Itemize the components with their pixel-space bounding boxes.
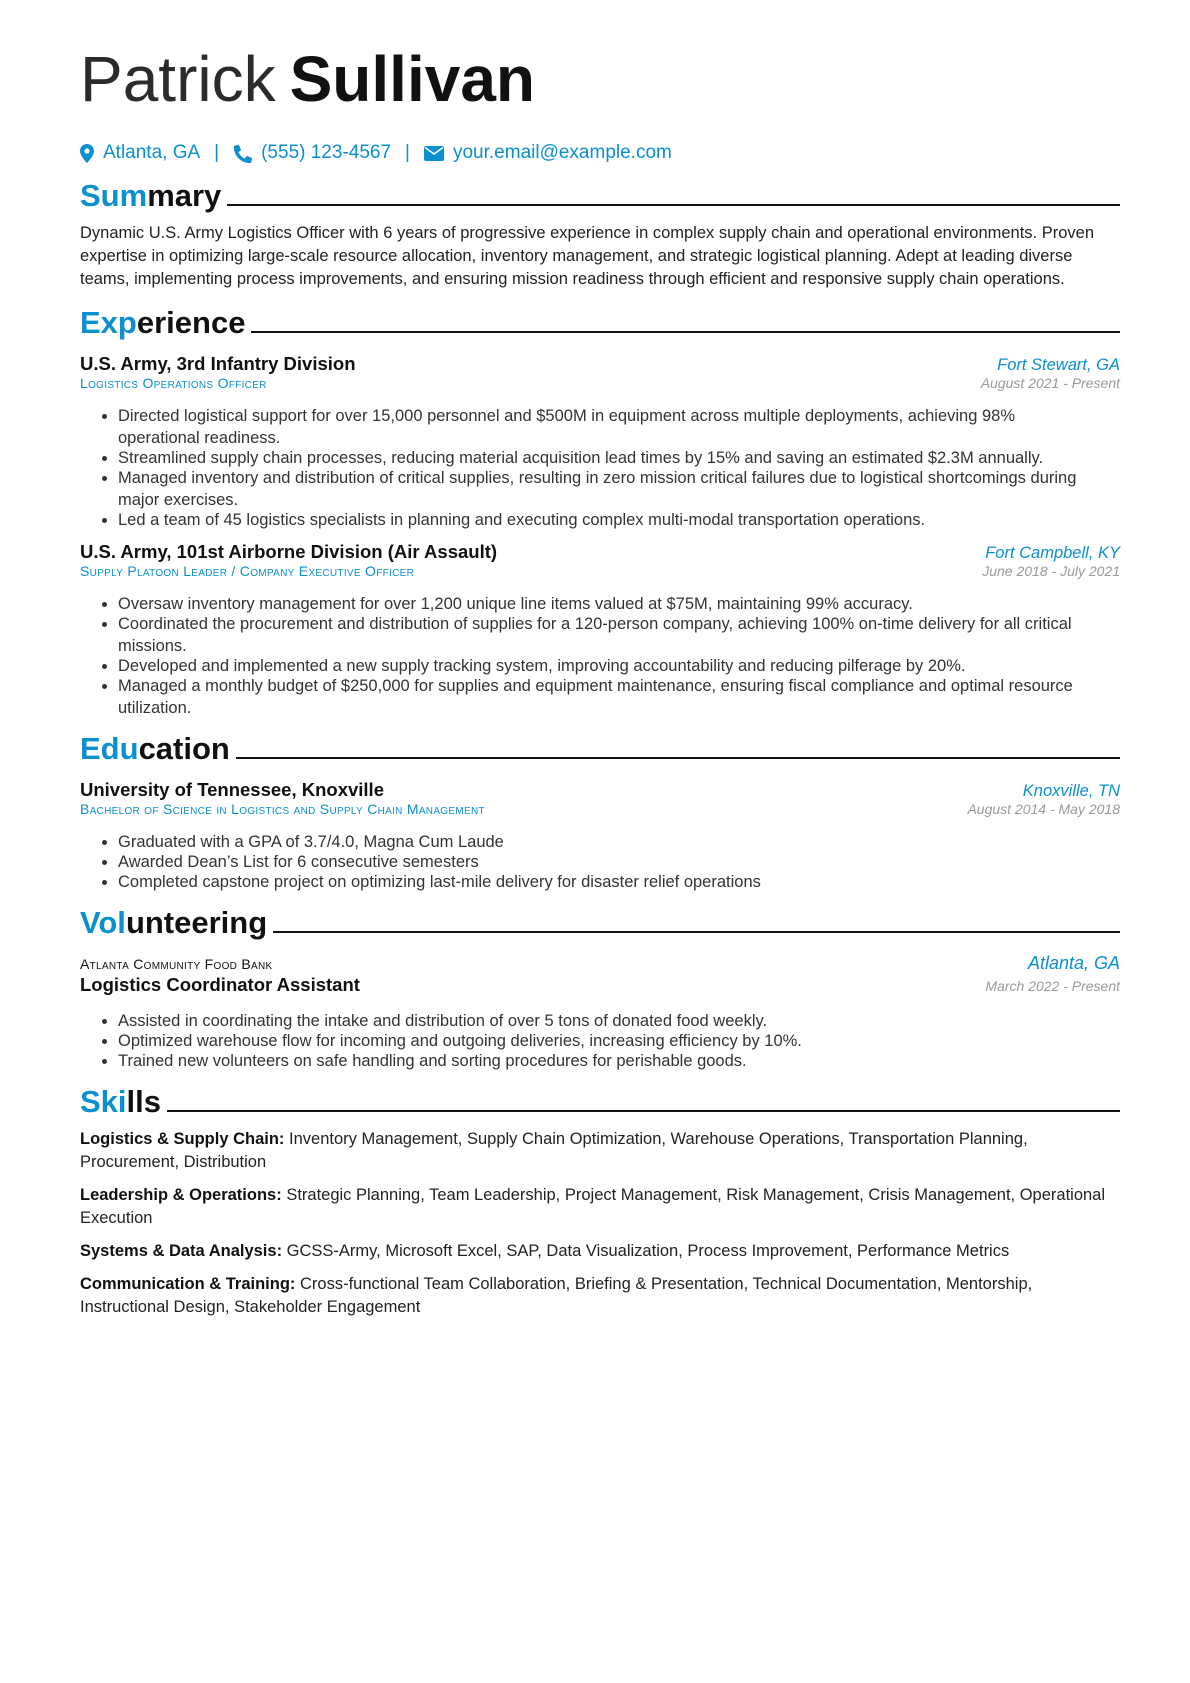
list-item: • Led a team of 45 logistics specialists in planning and executing complex multi-modal transportation operations. [118, 509, 1120, 531]
skill-group [80, 1273, 1120, 1319]
contact-separator: | [405, 142, 410, 163]
skills-list [80, 1128, 1120, 1319]
email-text: your.email@example.com [452, 142, 672, 163]
job-bullets [80, 593, 1120, 719]
job-org: U.S. Army, 101st Airborne Division (Air Assault) [80, 541, 498, 562]
skill-items: Cross-functional Team Collaboration, Briefing & Presentation, Technical Documentation, Mentorship, Instructional Design, Stakeholder Engagement [80, 1275, 1033, 1316]
list-item: • Optimized warehouse flow for incoming and outgoing deliveries, increasing efficiency by 10%. [118, 1030, 1120, 1052]
job-role: Logistics Operations Officer [80, 375, 267, 391]
skill-group [80, 1184, 1120, 1230]
job-location: Fort Stewart, GA [997, 356, 1120, 374]
list-item: • Oversaw inventory management for over 1,200 unique line items valued at $75M, maintaining 99% accuracy. [118, 593, 1120, 615]
summary-heading [80, 178, 1120, 214]
contact-separator: | [214, 142, 220, 163]
contact-email[interactable] [424, 142, 672, 164]
education-dates: August 2014 - May 2018 [967, 801, 1120, 817]
phone-icon [233, 144, 252, 163]
skill-items: Inventory Management, Supply Chain Optimization, Warehouse Operations, Transportation Planning, Procurement, Distribution [80, 1130, 1028, 1171]
section-rule [273, 931, 1120, 933]
job-dates: August 2021 - Present [980, 375, 1120, 391]
section-title: Summary [80, 178, 222, 213]
volunteer-role: Logistics Coordinator Assistant [80, 974, 360, 995]
contact-phone[interactable] [233, 142, 391, 164]
job-bullets [80, 405, 1120, 531]
job-location: Fort Campbell, KY [985, 544, 1120, 562]
list-item: • Completed capstone project on optimizing last-mile delivery for disaster relief operations [118, 871, 1120, 893]
last-name: Sullivan [289, 43, 535, 115]
summary-text: Dynamic U.S. Army Logistics Officer with 6 years of progressive experience in complex supply chain and operational environments. Proven expertise in optimizing large-scale resource allocation, inventory management, and strategic logistical planning. Adept at leading diverse teams, implementing process improvements, and ensuring mission readiness through efficient and responsive supply chain operations. [80, 224, 1095, 288]
section-title: Experience [80, 305, 246, 340]
skills-heading [80, 1084, 1120, 1120]
school-name: University of Tennessee, Knoxville [80, 779, 384, 800]
volunteer-bullets [80, 1010, 1120, 1072]
volunteer-org: Atlanta Community Food Bank [80, 956, 273, 972]
section-title: Education [80, 731, 230, 766]
section-rule [227, 204, 1120, 206]
list-item: • Managed inventory and distribution of critical supplies, resulting in zero mission critical failures due to logistical shortcomings during major exercises. [118, 467, 1120, 511]
volunteer-dates: March 2022 - Present [985, 978, 1120, 994]
school-location: Knoxville, TN [1022, 782, 1120, 800]
job-entry [80, 353, 1120, 531]
list-item: • Coordinated the procurement and distribution of supplies for a 120-person company, achieving 100% on-time delivery for all critical missions. [118, 613, 1120, 657]
volunteer-entry [80, 953, 1120, 1072]
skill-category: Communication & Training: [80, 1275, 296, 1293]
job-entry [80, 541, 1120, 719]
education-bullets [80, 831, 1120, 893]
section-rule [251, 331, 1120, 333]
skill-group [80, 1128, 1120, 1174]
job-org: U.S. Army, 3rd Infantry Division [80, 353, 356, 374]
skill-category: Leadership & Operations: [80, 1186, 282, 1204]
map-pin-icon [80, 144, 94, 163]
skill-items: Strategic Planning, Team Leadership, Project Management, Risk Management, Crisis Management, Operational Execution [80, 1186, 1106, 1227]
list-item: • Managed a monthly budget of $250,000 for supplies and equipment maintenance, ensuring fiscal compliance and optimal resource utilization. [118, 675, 1120, 719]
list-item: • Awarded Dean’s List for 6 consecutive semesters [118, 851, 1120, 873]
list-item: • Trained new volunteers on safe handling and sorting procedures for perishable goods. [118, 1050, 1120, 1072]
experience-heading [80, 305, 1120, 341]
job-dates: June 2018 - July 2021 [982, 563, 1120, 579]
phone-text: (555) 123-4567 [261, 142, 392, 163]
volunteering-heading [80, 905, 1120, 941]
list-item: • Directed logistical support for over 15,000 personnel and $500M in equipment across multiple deployments, achieving 98% operational readiness. [118, 405, 1120, 449]
skill-category: Logistics & Supply Chain: [80, 1130, 285, 1148]
skill-items: GCSS-Army, Microsoft Excel, SAP, Data Visualization, Process Improvement, Performance Metrics [286, 1242, 1010, 1260]
education-entry [80, 779, 1120, 893]
location-text: Atlanta, GA [103, 142, 201, 163]
skill-category: Systems & Data Analysis: [80, 1242, 283, 1260]
degree-name: Bachelor of Science in Logistics and Supply Chain Management [80, 801, 485, 817]
list-item: • Graduated with a GPA of 3.7/4.0, Magna Cum Laude [118, 831, 1120, 853]
list-item: • Developed and implemented a new supply tracking system, improving accountability and reducing pilferage by 20%. [118, 655, 1120, 677]
candidate-name [80, 40, 1120, 118]
volunteer-location: Atlanta, GA [1027, 953, 1120, 973]
section-title: Skills [80, 1084, 161, 1119]
contact-location [80, 142, 200, 164]
list-item: • Streamlined supply chain processes, reducing material acquisition lead times by 15% and saving an estimated $2.3M annually. [118, 447, 1120, 469]
resume-page [80, 40, 1120, 1329]
skill-group [80, 1240, 1120, 1263]
education-heading [80, 731, 1120, 767]
section-rule [236, 757, 1120, 759]
job-role: Supply Platoon Leader / Company Executive Officer [80, 563, 415, 579]
first-name: Patrick [80, 43, 276, 115]
section-rule [167, 1110, 1120, 1112]
contact-line [80, 142, 1120, 164]
list-item: • Assisted in coordinating the intake and distribution of over 5 tons of donated food weekly. [118, 1010, 1120, 1032]
envelope-icon [424, 146, 444, 161]
section-title: Volunteering [80, 905, 268, 940]
